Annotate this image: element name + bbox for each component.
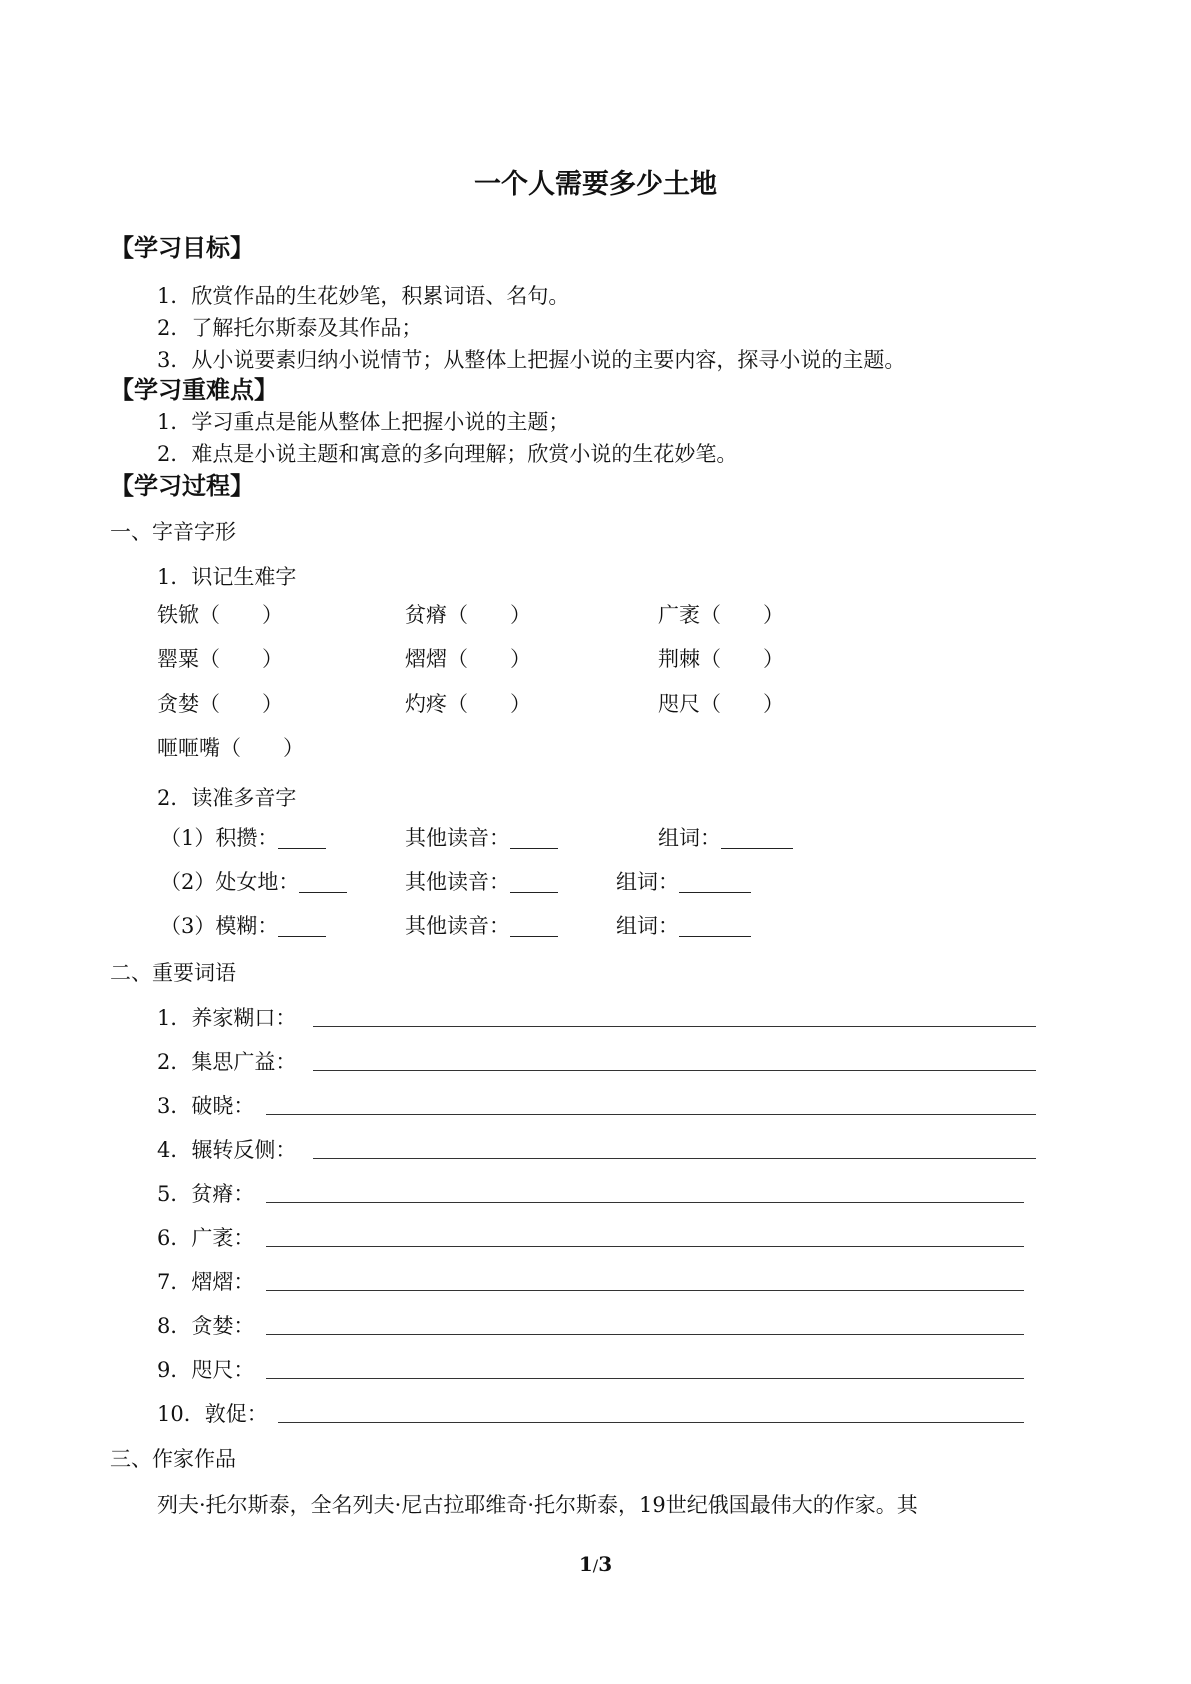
page-number xyxy=(0,1552,1191,1576)
author-paragraph: 列夫·托尔斯泰，全名列夫·尼古拉耶维奇·托尔斯泰，19世纪俄国最伟大的作家。其 xyxy=(157,1493,918,1517)
vocab-item: 3．破晓： xyxy=(157,1094,255,1118)
answer-line[interactable] xyxy=(266,1202,1024,1203)
vocab-item: 7．熠熠： xyxy=(157,1270,255,1294)
poly-row xyxy=(160,822,326,852)
goal-item: 3．从小说要素归纳小说情节；从整体上把握小说的主要内容，探寻小说的主题。 xyxy=(157,348,906,372)
subsection-title: 2．读准多音字 xyxy=(157,786,297,810)
poly-other xyxy=(405,822,558,852)
answer-blank[interactable] xyxy=(679,916,751,937)
page-title: 一个人需要多少土地 xyxy=(474,169,717,200)
keypoint-item: 1．学习重点是能从整体上把握小说的主题； xyxy=(157,410,570,434)
char-item: 咫尺（ ） xyxy=(658,692,784,716)
vocab-item: 1．养家糊口： xyxy=(157,1006,297,1030)
current-page: 1 xyxy=(578,1552,593,1576)
vocab-item: 4．辗转反侧： xyxy=(157,1138,297,1162)
poly-combo xyxy=(658,822,793,852)
char-item: 广袤（ ） xyxy=(658,603,784,627)
answer-line[interactable] xyxy=(266,1290,1024,1291)
vocab-item: 9．咫尺： xyxy=(157,1358,255,1382)
poly-row xyxy=(160,866,347,896)
poly-combo-label: 组词： xyxy=(616,914,679,938)
char-item: 咂咂嘴（ ） xyxy=(157,736,304,760)
char-item: 灼疼（ ） xyxy=(405,692,531,716)
answer-line[interactable] xyxy=(266,1334,1024,1335)
poly-other xyxy=(405,866,558,896)
answer-line[interactable] xyxy=(266,1114,1036,1115)
section-title: 三、作家作品 xyxy=(110,1447,236,1471)
heading-goals: 【学习目标】 xyxy=(110,234,254,262)
vocab-item: 10．敦促： xyxy=(157,1402,268,1426)
keypoint-item: 2．难点是小说主题和寓意的多向理解；欣赏小说的生花妙笔。 xyxy=(157,442,738,466)
poly-row xyxy=(160,910,326,940)
page-separator: / xyxy=(592,1556,599,1575)
answer-blank[interactable] xyxy=(299,872,347,893)
vocab-item: 8．贪婪： xyxy=(157,1314,255,1338)
char-item: 荆棘（ ） xyxy=(658,647,784,671)
poly-word: （2）处女地： xyxy=(160,870,300,894)
char-item: 罂粟（ ） xyxy=(157,647,283,671)
answer-blank[interactable] xyxy=(278,828,326,849)
answer-line[interactable] xyxy=(313,1158,1036,1159)
subsection-title: 1．识记生难字 xyxy=(157,565,297,589)
answer-blank[interactable] xyxy=(721,828,793,849)
poly-combo xyxy=(616,866,751,896)
total-pages: 3 xyxy=(598,1552,613,1576)
poly-other-label: 其他读音： xyxy=(405,826,510,850)
heading-process: 【学习过程】 xyxy=(110,472,254,500)
answer-line[interactable] xyxy=(313,1026,1036,1027)
poly-other-label: 其他读音： xyxy=(405,914,510,938)
vocab-item: 2．集思广益： xyxy=(157,1050,297,1074)
poly-word: （3）模糊： xyxy=(160,914,279,938)
answer-blank[interactable] xyxy=(510,828,558,849)
answer-line[interactable] xyxy=(313,1070,1036,1071)
vocab-item: 5．贫瘠： xyxy=(157,1182,255,1206)
heading-keypoints: 【学习重难点】 xyxy=(110,376,278,404)
section-title: 二、重要词语 xyxy=(110,961,236,985)
answer-line[interactable] xyxy=(266,1378,1024,1379)
char-item: 贫瘠（ ） xyxy=(405,603,531,627)
poly-other xyxy=(405,910,558,940)
poly-word: （1）积攒： xyxy=(160,826,279,850)
answer-blank[interactable] xyxy=(278,916,326,937)
poly-combo xyxy=(616,910,751,940)
poly-other-label: 其他读音： xyxy=(405,870,510,894)
char-item: 熠熠（ ） xyxy=(405,647,531,671)
char-item: 贪婪（ ） xyxy=(157,692,283,716)
vocab-item: 6．广袤： xyxy=(157,1226,255,1250)
answer-line[interactable] xyxy=(278,1422,1024,1423)
poly-combo-label: 组词： xyxy=(658,826,721,850)
answer-blank[interactable] xyxy=(510,872,558,893)
poly-combo-label: 组词： xyxy=(616,870,679,894)
goal-item: 2．了解托尔斯泰及其作品； xyxy=(157,316,423,340)
goal-item: 1．欣赏作品的生花妙笔，积累词语、名句。 xyxy=(157,284,570,308)
answer-blank[interactable] xyxy=(510,916,558,937)
section-title: 一、字音字形 xyxy=(110,520,236,544)
answer-line[interactable] xyxy=(266,1246,1024,1247)
char-item: 铁锨（ ） xyxy=(157,603,283,627)
answer-blank[interactable] xyxy=(679,872,751,893)
